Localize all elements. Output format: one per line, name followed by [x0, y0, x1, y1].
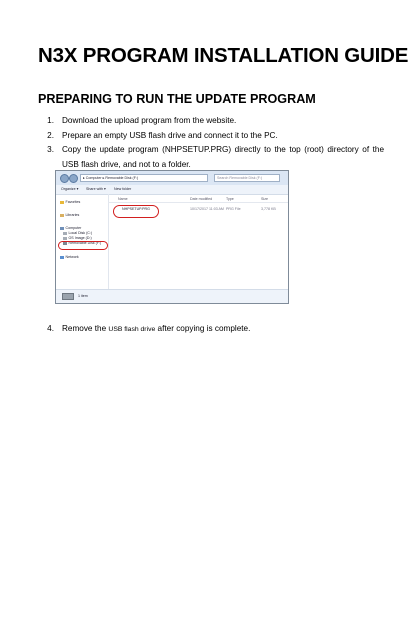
library-icon: [60, 214, 64, 217]
network-icon: [60, 256, 64, 259]
drive-icon: [63, 232, 67, 235]
step-text: Copy the update program (NHPSETUP.PRG) directly to the top (root) directory of the USB flash drive, and not to a folder.: [62, 145, 384, 169]
nav-label: Removable Disk (F:): [68, 241, 102, 245]
nav-label: Computer: [65, 226, 82, 230]
list-item: [38, 322, 384, 338]
usb-drive-icon: [62, 293, 74, 300]
step-text-part: after copying is complete.: [155, 324, 251, 333]
section-heading: PREPARING TO RUN THE UPDATE PROGRAM: [38, 92, 316, 106]
step-number: 1.: [47, 116, 54, 125]
drive-highlight-circle: [58, 241, 108, 250]
status-bar: [56, 289, 288, 303]
nav-label: OS Image (D:): [68, 236, 92, 240]
nav-label: Favorites: [65, 200, 81, 204]
file-type: PRG File: [226, 207, 241, 211]
column-header: Type: [226, 197, 234, 201]
page-title: N3X PROGRAM INSTALLATION GUIDE: [38, 44, 409, 67]
forward-icon: [69, 174, 78, 183]
file-date: 10/17/2017 11:03 AM: [190, 207, 224, 211]
share-with-button: Share with ▾: [86, 187, 106, 191]
nav-label: Libraries: [65, 213, 80, 217]
explorer-screenshot: [55, 170, 289, 304]
nav-item-computer: [60, 226, 81, 230]
computer-icon: [60, 227, 64, 230]
step-text: Prepare an empty USB flash drive and connect it to the PC.: [62, 130, 278, 140]
step-number: 3.: [47, 145, 54, 155]
back-icon: [60, 174, 69, 183]
item-count: 1 item: [78, 293, 88, 298]
list-item: [38, 129, 384, 144]
nav-item-network: [60, 255, 79, 259]
step-text-small: USB flash drive: [108, 326, 156, 333]
file-size: 3,778 KB: [261, 207, 276, 211]
list-item: [38, 114, 384, 129]
drive-icon: [63, 237, 67, 240]
step-number: 4.: [47, 324, 54, 333]
nav-item-local-disk: [63, 231, 92, 235]
step-number: 2.: [47, 130, 54, 140]
new-folder-button: New folder: [114, 187, 132, 191]
step-text: [62, 322, 384, 338]
file-name: NHPSETUP.PRG: [122, 207, 150, 211]
explorer-titlebar: [56, 171, 288, 186]
divider: [108, 202, 288, 203]
nav-label: Local Disk (C:): [68, 231, 93, 235]
nav-item-favorites: [60, 200, 80, 204]
column-header: Date modified: [190, 197, 213, 201]
column-header: Size: [261, 197, 268, 201]
nav-item-os-image: [63, 236, 92, 240]
step-text: Download the upload program from the website.: [62, 116, 237, 125]
organize-button: Organize ▾: [61, 187, 79, 191]
star-icon: [60, 201, 64, 204]
file-highlight-circle: [113, 205, 159, 218]
address-bar: ▸ Computer ▸ Removable Disk (F:): [80, 174, 208, 182]
step-text-part: Remove the: [62, 324, 109, 333]
steps-list: [38, 114, 384, 172]
list-item: [38, 143, 384, 172]
nav-item-libraries: [60, 213, 79, 217]
nav-label: Network: [65, 255, 79, 259]
column-header: Name: [118, 197, 128, 201]
search-input: Search Removable Disk (F:): [214, 174, 280, 182]
